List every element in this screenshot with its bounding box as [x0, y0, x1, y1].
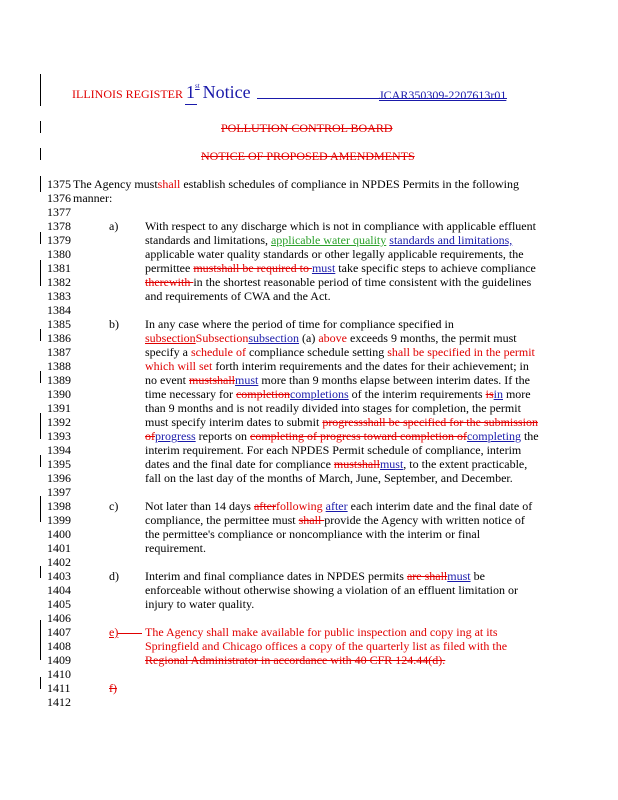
- change-bar: [40, 677, 41, 689]
- subsection-b-line: time necessary for completioncompletions of the interim requirements isin more: [145, 387, 531, 401]
- line-number: 1376: [47, 191, 71, 205]
- change-bar: [40, 413, 41, 439]
- subsection-c-line: compliance, the permittee must shall provide the Agency with written notice of: [145, 513, 525, 527]
- subsection-c-line: requirement.: [145, 541, 206, 555]
- line-number: 1375: [47, 177, 71, 191]
- subsection-b-line: which will set forth interim requirements and the dates for their achievement; in: [145, 359, 529, 373]
- subsection-b-line: must specify interim dates to submit progressshall be specified for the submission: [145, 415, 538, 429]
- issue-number-sup: st: [195, 82, 200, 90]
- change-bar: [40, 329, 41, 341]
- document-id: JCAR350309-2207613r01: [379, 88, 507, 102]
- subsection-c-line: the permittee's compliance or noncompliance with the interim or final: [145, 527, 481, 541]
- line-number: 1393: [47, 429, 71, 443]
- line-number: 1389: [47, 373, 71, 387]
- line-number: 1385: [47, 317, 71, 331]
- line-number: 1399: [47, 513, 71, 527]
- line-number: 1396: [47, 471, 71, 485]
- line-number: 1394: [47, 443, 71, 457]
- line-number: 1402: [47, 555, 71, 569]
- line-number: 1390: [47, 387, 71, 401]
- subsection-d-line: injury to water quality.: [145, 597, 255, 611]
- subsection-b-line: specify a schedule of compliance schedule setting shall be specified in the permit: [145, 345, 535, 359]
- line-number: 1392: [47, 415, 71, 429]
- subsection-e-label: e): [109, 626, 142, 639]
- line-number: 1387: [47, 345, 71, 359]
- change-bar: [40, 566, 41, 578]
- subsection-d-line: enforceable without otherwise showing a violation of an effluent limitation or: [145, 583, 519, 597]
- subsection-a-line: permittee mustshall be required to must take specific steps to achieve compliance: [145, 261, 536, 275]
- subsection-f-label: f): [109, 681, 117, 695]
- line-number: 1384: [47, 303, 71, 317]
- subsection-a-line: and requirements of CWA and the Act.: [145, 289, 331, 303]
- notice-label: Notice: [202, 82, 251, 102]
- subsection-e-line: Springfield and Chicago offices a copy of the quarterly list as filed with the: [145, 639, 508, 653]
- line-number: 1404: [47, 583, 71, 597]
- subsection-a-label: a): [109, 219, 119, 233]
- line-number: 1408: [47, 639, 71, 653]
- header-underline-short: [185, 104, 197, 105]
- line-number: 1382: [47, 275, 71, 289]
- change-bar: [40, 260, 41, 286]
- line-number: 1410: [47, 667, 71, 681]
- line-number: 1395: [47, 457, 71, 471]
- line-number: 1412: [47, 695, 71, 709]
- line-number: 1398: [47, 499, 71, 513]
- subsection-b-label: b): [109, 317, 119, 331]
- subsection-b-line: than 9 months and is not readily divided into stages for completion, the permit: [145, 401, 521, 415]
- subsection-a-line: With respect to any discharge which is not in compliance with applicable effluent: [145, 219, 536, 233]
- line-number: 1386: [47, 331, 71, 345]
- line-number: 1400: [47, 527, 71, 541]
- subsection-b-line: ofprogress reports on completing of progress toward completion ofcompleting the: [145, 429, 539, 443]
- line-number: 1406: [47, 611, 71, 625]
- subsection-d-label: d): [109, 569, 119, 583]
- line-number: 1379: [47, 233, 71, 247]
- change-bar: [40, 232, 41, 244]
- change-bar: [40, 455, 41, 467]
- register-label: ILLINOIS REGISTER: [72, 87, 183, 101]
- subsection-b-line: interim requirement. For each NPDES Permit schedule of compliance, interim: [145, 443, 522, 457]
- subsection-b-line: dates and the final date for compliance mustshallmust, to the extent practicable,: [145, 457, 528, 471]
- line-number: 1397: [47, 485, 71, 499]
- intro-line-2: manner:: [73, 191, 113, 205]
- change-bar: [40, 620, 41, 660]
- change-bar: [40, 496, 41, 522]
- line-number: 1409: [47, 653, 71, 667]
- subsection-e-line: Regional Administrator in accordance with 40 CFR 124.44(d).: [145, 653, 446, 667]
- line-number: 1383: [47, 289, 71, 303]
- change-bar: [40, 148, 41, 160]
- intro-line-1: The Agency mustshall establish schedules of compliance in NPDES Permits in the following: [73, 177, 519, 191]
- line-number: 1411: [47, 681, 71, 695]
- line-number: 1388: [47, 359, 71, 373]
- line-number: 1405: [47, 597, 71, 611]
- subsection-b-line: subsectionSubsectionsubsection (a) above exceeds 9 months, the permit must: [145, 331, 517, 345]
- line-number: 1380: [47, 247, 71, 261]
- subsection-a-line: therewith in the shortest reasonable period of time consistent with the guidelines: [145, 275, 532, 289]
- change-bar: [40, 176, 41, 192]
- subsection-e-line: The Agency shall make available for public inspection and copy ing at its: [145, 625, 498, 639]
- notice-title: NOTICE OF PROPOSED AMENDMENTS: [201, 149, 415, 163]
- subsection-a-line: standards and limitations, applicable water quality standards and limitations,: [145, 233, 513, 247]
- issue-number: 1: [186, 82, 195, 102]
- line-number: 1391: [47, 401, 71, 415]
- change-bar: [40, 74, 41, 106]
- change-bar: [40, 121, 41, 133]
- line-number: 1403: [47, 569, 71, 583]
- line-number: 1377: [47, 205, 71, 219]
- board-title: POLLUTION CONTROL BOARD: [221, 121, 393, 135]
- change-bar: [40, 371, 41, 383]
- subsection-b-line: fall on the last day of the months of March, June, September, and December.: [145, 471, 513, 485]
- subsection-a-line: applicable water quality standards or other legally applicable requirements, the: [145, 247, 524, 261]
- line-number: 1401: [47, 541, 71, 555]
- line-number: 1407: [47, 625, 71, 639]
- line-number: 1381: [47, 261, 71, 275]
- subsection-d-line: Interim and final compliance dates in NPDES permits are shallmust be: [145, 569, 485, 583]
- subsection-c-label: c): [109, 499, 119, 513]
- subsection-c-line: Not later than 14 days afterfollowing after each interim date and the final date of: [145, 499, 533, 513]
- register-header: [72, 82, 251, 103]
- subsection-b-line: no event mustshallmust more than 9 months elapse between interim dates. If the: [145, 373, 530, 387]
- line-number: 1378: [47, 219, 71, 233]
- subsection-b-line: In any case where the period of time for compliance specified in: [145, 317, 454, 331]
